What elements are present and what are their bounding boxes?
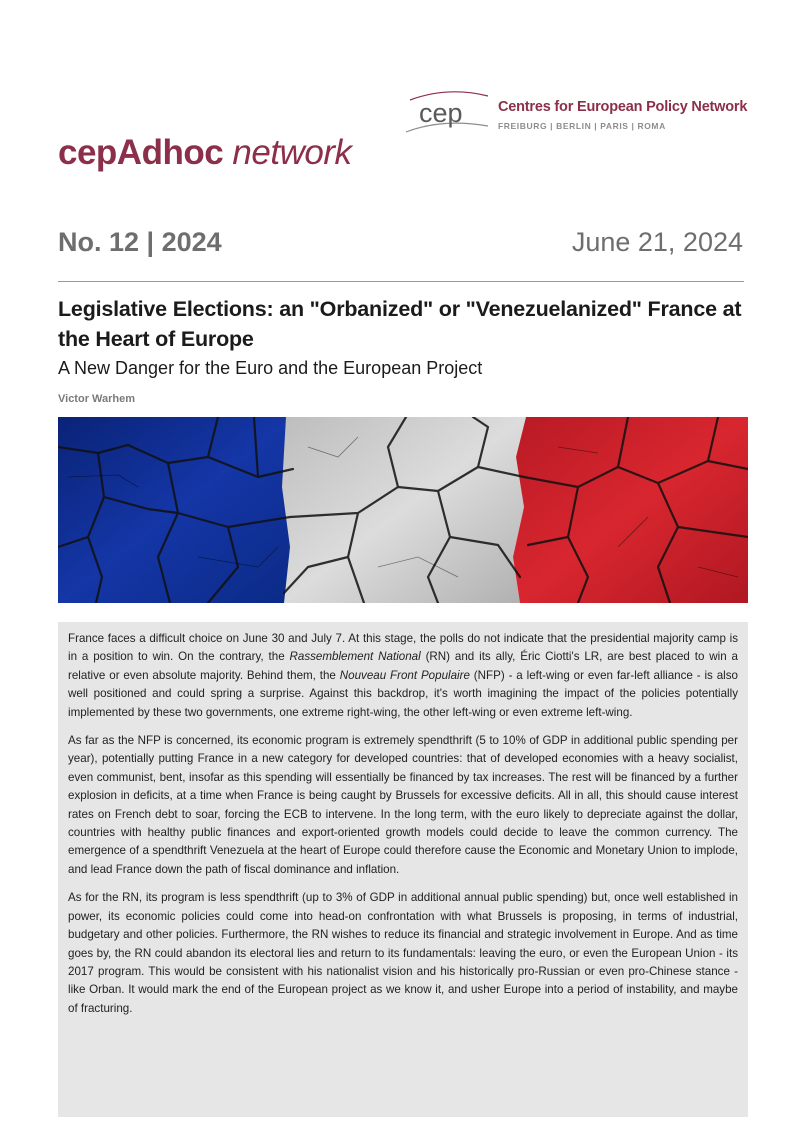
cover-image <box>58 417 748 603</box>
paragraph-3: As for the RN, its program is less spendthrift (up to 3% of GDP in additional annual public spending) but, once well established in power, its economic policies could come into head-on confrontation with what Brussels is proposing, in terms of industrial, budgetary and other policies. Furthermore, the RN wishes to reduce its financial and strategic involvement in Europe. And as time goes by, the RN could abandon its electoral lies and return to its fundamentals: leaving the euro, or even the European Union - its 2017 program. This would be consistent with his nationalist vision and his historically pro-Russian or even pro-Chinese stance - like Orban. It would mark the end of the European project as we know it, and usher Europe into a period of instability, and maybe of fracturing. <box>68 891 738 1015</box>
article-title: Legislative Elections: an "Orbanized" or "Venezuelanized" France at the Heart of Europe <box>58 297 742 351</box>
article-body <box>58 622 748 1117</box>
brand-bold: cepAdhoc <box>58 133 224 172</box>
nfp-alliance-name: Nouveau Front Populaire <box>339 668 470 682</box>
publication-date: June 21, 2024 <box>571 227 743 257</box>
cep-logo <box>402 88 492 138</box>
paragraph-1: France faces a difficult choice on June 30 and July 7. At this stage, the polls do not indicate that the presidential majority camp is in a position to win. On the contrary, the Rassemblement National (RN) and its ally, Éric Ciotti's LR, are best placed to win a relative or even absolute majority. Behind them, the Nouveau Front Populaire (NFP) - a left-wing or even far-left alliance - is also well positioned and could spring a surprise. Against this backdrop, it's worth imagining the impact of the policies potentially implemented by these two governments, one extreme right-wing, the other left-wing or even extreme left-wing. <box>68 632 738 719</box>
network-name: Centres for European Policy Network <box>498 99 748 115</box>
article-subtitle: A New Danger for the Euro and the European Project <box>58 358 483 378</box>
article-author: Victor Warhem <box>58 393 136 405</box>
svg-text:cep: cep <box>419 98 463 128</box>
brand-italic: network <box>223 133 352 172</box>
network-cities: FREIBURG | BERLIN | PARIS | ROMA <box>498 121 666 131</box>
paragraph-2: As far as the NFP is concerned, its economic program is extremely spendthrift (5 to 10% of GDP in additional public spending per year), potentially putting France in a new category for developed countries: that of developed economies with a heavy socialist, even communist, bent, insofar as this spending will essentially be financed by tax increases. The rest will be financed by a further explosion in deficits, at a time when France is being caught by Brussels for excessive deficits. All in all, this should cause interest rates on French debt to soar, forcing the ECB to intervene. In the long term, with the euro likely to depreciate against the dollar, countries with healthy public finances and export-oriented growth models could decide to leave the common currency. The emergence of a spendthrift Venezuela at the heart of Europe could therefore cause the Economic and Monetary Union to implode, and lead France down the path of fiscal dominance and inflation. <box>68 734 738 876</box>
publication-brand <box>58 133 351 173</box>
rn-party-name: Rassemblement National <box>289 650 421 664</box>
issue-number: No. 12 | 2024 <box>58 227 222 257</box>
divider <box>58 281 744 282</box>
